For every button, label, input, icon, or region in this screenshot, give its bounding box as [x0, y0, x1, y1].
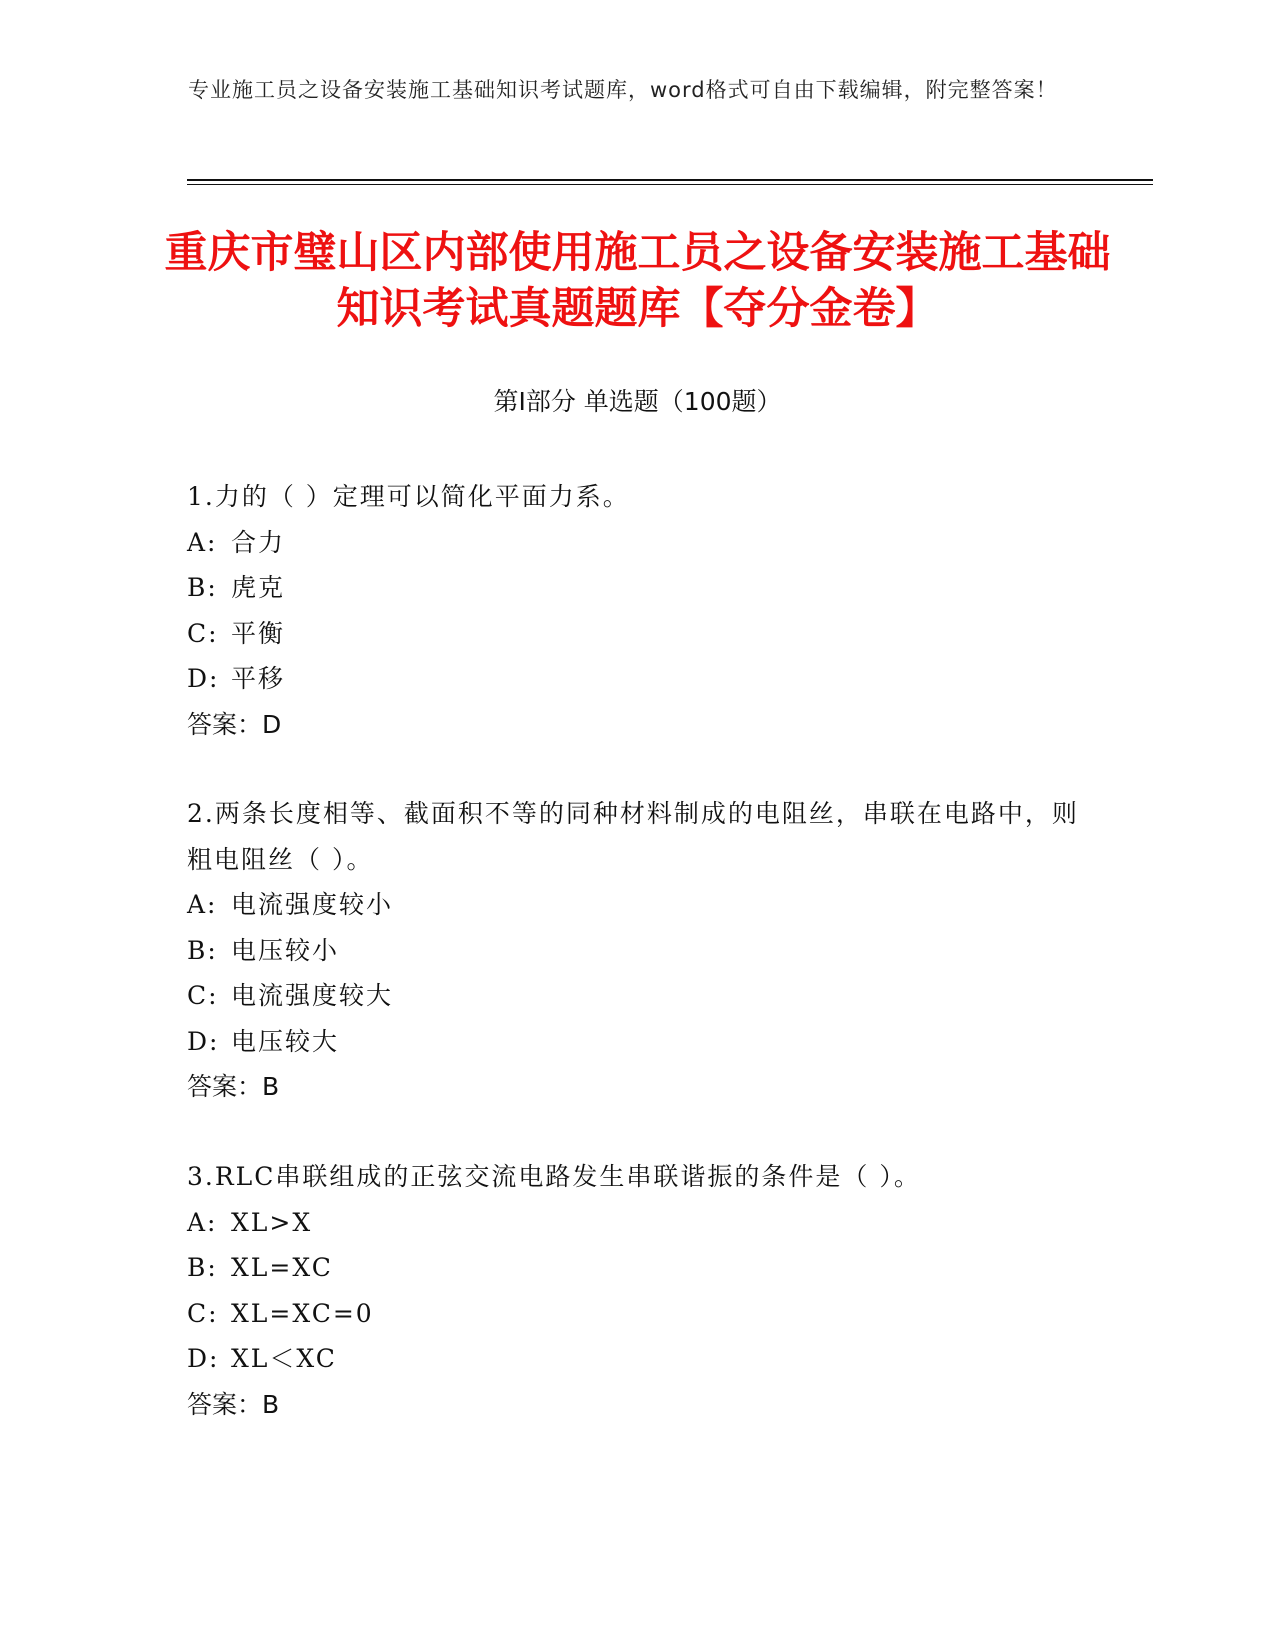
header-rule-thick — [187, 179, 1153, 181]
question-stem: 2.两条长度相等、截面积不等的同种材料制成的电阻丝，串联在电路中，则粗电阻丝（ ）。 — [187, 799, 1079, 874]
question-3 — [187, 1154, 1087, 1427]
answer: 答案：B — [187, 1072, 280, 1101]
option-c — [187, 1291, 1087, 1337]
option-c — [187, 973, 1087, 1019]
header-note: 专业施工员之设备安装施工基础知识考试题库，word格式可自由下载编辑，附完整答案！ — [188, 78, 1058, 102]
answer: 答案：D — [187, 709, 282, 739]
question-stem: 1.力的（ ）定理可以简化平面力系。 — [187, 482, 630, 511]
question-stem: 3.RLC串联组成的正弦交流电路发生串联谐振的条件是（ ）。 — [187, 1162, 921, 1191]
option-text: 电压较小 — [231, 935, 340, 965]
question-1 — [187, 474, 1087, 747]
option-d — [187, 1019, 1087, 1065]
answer: 答案：B — [187, 1389, 280, 1419]
option-a — [187, 1200, 1087, 1246]
option-d — [187, 1336, 1087, 1382]
option-c — [187, 611, 1087, 657]
option-text: 合力 — [231, 527, 286, 557]
option-text: 平移 — [231, 664, 286, 693]
option-text: 电流强度较小 — [231, 890, 394, 919]
option-letter: C: — [187, 1298, 219, 1328]
option-letter: D: — [187, 1026, 220, 1056]
option-letter: A: — [187, 527, 218, 557]
document-title: 重庆市璧山区内部使用施工员之设备安装施工基础知识考试真题题库【夺分金卷】 — [164, 228, 1111, 334]
option-text: 电流强度较大 — [231, 981, 394, 1010]
option-letter: D: — [187, 1344, 220, 1373]
option-text: XL＜XC — [231, 1344, 337, 1373]
option-text: 虎克 — [231, 573, 286, 602]
option-letter: B: — [187, 935, 218, 965]
option-a — [187, 882, 1087, 928]
option-letter: A: — [187, 890, 218, 919]
section-heading: 第Ⅰ部分 单选题（100题） — [493, 387, 782, 416]
option-text: 电压较大 — [231, 1026, 340, 1056]
option-text: XL>X — [231, 1207, 313, 1237]
question-2 — [187, 791, 1087, 1110]
option-b — [187, 565, 1087, 611]
option-text: 平衡 — [231, 618, 286, 648]
option-d — [187, 656, 1087, 702]
option-letter: C: — [187, 981, 219, 1010]
option-text: XL=XC=0 — [231, 1298, 374, 1328]
header-rule-thin — [187, 184, 1153, 185]
option-a — [187, 520, 1087, 566]
option-letter: B: — [187, 1253, 218, 1282]
option-text: XL=XC — [231, 1253, 333, 1282]
option-letter: B: — [187, 573, 218, 602]
option-letter: D: — [187, 664, 220, 693]
option-letter: C: — [187, 618, 219, 648]
option-b — [187, 1245, 1087, 1291]
option-b — [187, 928, 1087, 974]
option-letter: A: — [187, 1207, 218, 1237]
